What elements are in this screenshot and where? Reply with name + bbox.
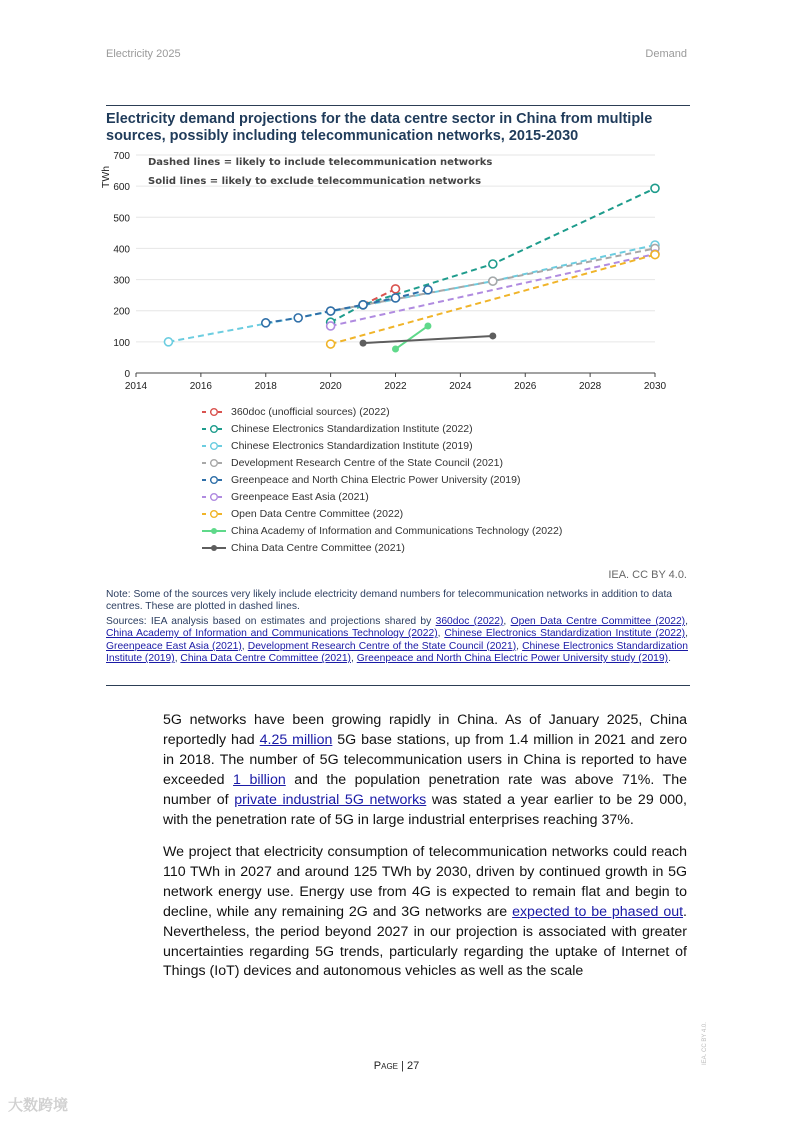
legend-label: China Academy of Information and Communications Technology (2022) — [231, 524, 563, 537]
legend-item — [202, 539, 562, 556]
legend-swatch-icon — [202, 542, 226, 554]
data-point — [327, 340, 335, 348]
legend-swatch-icon — [202, 406, 226, 418]
legend-item — [202, 472, 562, 489]
legend-label: 360doc (unofficial sources) (2022) — [231, 406, 390, 419]
watermark: 大数跨境 — [8, 1097, 69, 1114]
body-paragraph-1: 5G networks have been growing rapidly in China. As of January 2025, China reportedly had 4.25 million 5G base stations, up from 1.4 million in 2021 and zero in 2018. The number of 5G telecommunication users in China is reported to have exceeded 1 billion and the population penetration rate was above 71%. The number of private industrial 5G networks was stated a year earlier to be 29 000, with the penetration rate of 5G in large industrial enterprises reaching 37%. — [163, 712, 687, 828]
legend-item — [202, 421, 562, 438]
x-tick-label: 2014 — [124, 381, 148, 392]
legend-item — [202, 438, 562, 455]
data-point — [359, 301, 367, 309]
chart-annotation: Solid lines = likely to exclude telecommunication networks — [148, 176, 482, 187]
data-point — [424, 286, 432, 294]
source-link[interactable]: Chinese Electronics Standardization Institute (2022) — [444, 628, 686, 640]
data-point — [424, 322, 431, 329]
legend-swatch-icon — [202, 423, 226, 435]
data-point — [392, 294, 400, 302]
y-tick-label: 300 — [113, 275, 130, 287]
inline-link[interactable]: 4.25 million — [259, 731, 333, 748]
inline-link[interactable]: private industrial 5G networks — [234, 791, 427, 808]
legend-swatch-icon — [202, 440, 226, 452]
data-point — [489, 332, 496, 339]
data-point — [262, 319, 270, 327]
x-tick-label: 2026 — [514, 381, 537, 392]
legend-item — [202, 488, 562, 505]
data-point — [489, 260, 497, 268]
data-point — [164, 338, 172, 346]
legend-label: Chinese Electronics Standardization Institute (2019) — [231, 440, 473, 453]
x-tick-label: 2028 — [579, 381, 602, 392]
x-tick-label: 2016 — [189, 381, 212, 392]
x-tick-label: 2024 — [449, 381, 472, 392]
legend-swatch-icon — [202, 457, 226, 469]
x-tick-label: 2018 — [254, 381, 277, 392]
source-link[interactable]: Chinese Electronics Standardization Institute (2019) — [106, 640, 688, 665]
source-link[interactable]: China Data Centre Committee (2021) — [180, 653, 351, 665]
legend-label: China Data Centre Committee (2021) — [231, 541, 405, 554]
legend-label: Chinese Electronics Standardization Institute (2022) — [231, 423, 473, 436]
figure-sources: Sources: IEA analysis based on estimates and projections shared by 360doc (2022), Open Data Centre Committee (2022), China Academy of Information and Communications Technology (2022), Chinese Electronics Standardization Institute (2022), Greenpeace East Asia (2021), Development Research Centre of the State Council (2021), Chinese Electronics Standardization Institute (2019), China Data Centre Committee (2021), Greenpeace and North China Electric Power University study (2019). — [106, 616, 688, 665]
legend-label: Greenpeace and North China Electric Power University (2019) — [231, 474, 521, 486]
y-tick-label: 700 — [113, 151, 130, 162]
data-point — [392, 346, 399, 353]
source-link[interactable]: 360doc (2022) — [435, 616, 504, 627]
data-point — [294, 314, 302, 322]
legend-item — [202, 404, 562, 421]
y-tick-label: 200 — [113, 306, 130, 318]
y-tick-label: 500 — [113, 213, 130, 225]
data-point — [651, 184, 659, 192]
series-line — [168, 245, 655, 342]
figure-credit: IEA. CC BY 4.0. — [608, 569, 687, 581]
series-line — [266, 290, 428, 323]
legend-item — [202, 455, 562, 472]
y-axis-label: TWh — [100, 165, 112, 189]
legend-swatch-icon — [202, 474, 226, 486]
y-tick-label: 0 — [124, 369, 130, 380]
running-header-section: Demand — [645, 48, 687, 60]
body-paragraph-2: We project that electricity consumption of telecommunication networks could reach 110 TWh in 2027 and around 125 TWh by 2030, driven by continued growth in 5G network energy use. Energy use from 4G is expected to remain flat and begin to decline, while any remaining 2G and 3G networks are expected to be phased out. Nevertheless, the period beyond 2027 in our projection is associated with greater uncertainties regarding 5G trends, particularly regarding the uptake of Internet of Things (IoT) devices and autonomous vehicles as well as the scale — [163, 844, 687, 980]
figure-title: Electricity demand projections for the data centre sector in China from multiple sources, possibly including telecommunication networks, 2015-2030 — [106, 111, 653, 144]
running-header-title: Electricity 2025 — [106, 48, 181, 60]
chart-annotation: Dashed lines = likely to include telecommunication networks — [148, 157, 493, 168]
source-link[interactable]: China Academy of Information and Communications Technology (2022) — [106, 628, 438, 640]
x-tick-label: 2030 — [643, 381, 667, 392]
data-point — [327, 307, 335, 315]
chart-legend — [202, 404, 562, 556]
source-link[interactable]: Open Data Centre Committee (2022) — [510, 616, 686, 627]
legend-item — [202, 505, 562, 522]
legend-label: Open Data Centre Committee (2022) — [231, 507, 404, 520]
y-tick-label: 100 — [113, 337, 130, 349]
figure-note: Note: Some of the sources very likely include electricity demand numbers for telecommunication networks in addition to data centres. These are plotted in dashed lines. — [106, 589, 673, 613]
figure-bottom-rule — [106, 685, 690, 686]
source-link[interactable]: Greenpeace East Asia (2021) — [106, 640, 242, 652]
y-tick-label: 400 — [113, 244, 130, 256]
series-line — [396, 326, 428, 349]
inline-link[interactable]: 1 billion — [233, 771, 286, 788]
legend-item — [202, 522, 562, 539]
x-tick-label: 2022 — [384, 381, 407, 392]
source-link[interactable]: Development Research Centre of the State Council (2021) — [247, 640, 517, 652]
page-number-value: 27 — [406, 1060, 420, 1072]
data-point — [392, 285, 400, 293]
side-license-text: IEA. CC BY 4.0. — [702, 1022, 708, 1065]
legend-swatch-icon — [202, 508, 226, 520]
legend-label: Greenpeace East Asia (2021) — [231, 490, 369, 503]
figure-top-rule — [106, 105, 690, 106]
page-number: Page | 27 — [373, 1060, 420, 1072]
line-chart — [96, 145, 696, 400]
source-link[interactable]: Greenpeace and North China Electric Power University study (2019) — [356, 653, 669, 665]
legend-swatch-icon — [202, 525, 226, 537]
y-tick-label: 600 — [113, 182, 130, 194]
data-point — [360, 340, 367, 347]
legend-label: Development Research Centre of the State Council (2021) — [231, 457, 503, 470]
page-label: Page — [373, 1060, 398, 1072]
x-tick-label: 2020 — [319, 381, 342, 392]
data-point — [651, 251, 659, 259]
legend-swatch-icon — [202, 491, 226, 503]
data-point — [327, 322, 335, 330]
data-point — [489, 277, 497, 285]
inline-link[interactable]: expected to be phased out — [512, 903, 684, 920]
